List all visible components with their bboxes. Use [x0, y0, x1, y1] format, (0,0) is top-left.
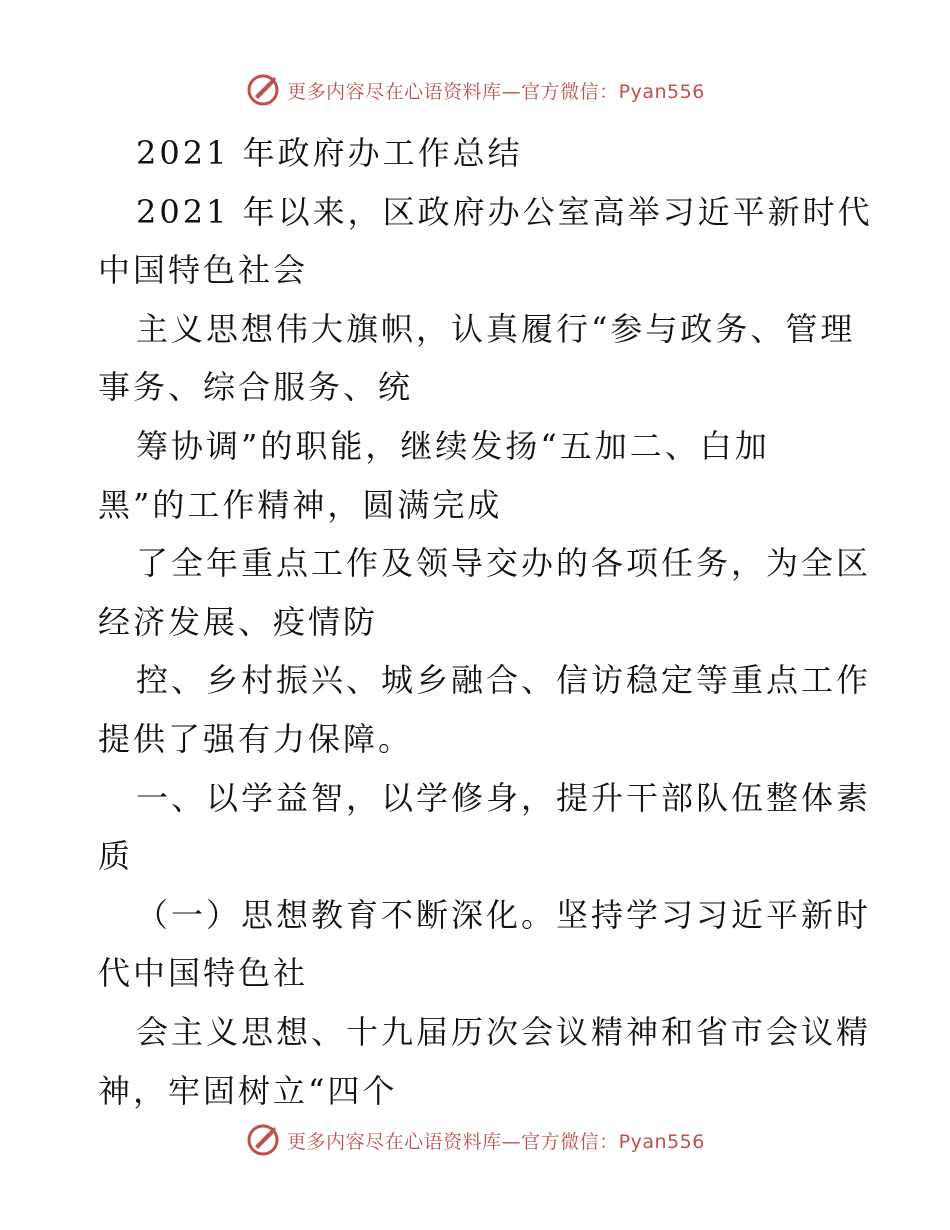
footer-watermark-text: 更多内容尽在心语资料库—官方微信：Pyan556 [287, 1130, 705, 1153]
paragraph-line: 黑”的工作精神，圆满完成 [98, 485, 503, 524]
paragraph-line: 中国特色社会 [98, 251, 309, 290]
paragraph-line: 神，牢固树立“四个 [98, 1071, 398, 1110]
header-watermark-inner [245, 72, 705, 108]
paragraph-line: 主义思想伟大旗帜，认真履行“参与政务、管理 [136, 309, 856, 348]
paragraph-line: 筹协调”的职能，继续发扬“五加二、白加 [136, 426, 770, 465]
paragraph-line: 经济发展、疫情防 [98, 602, 379, 641]
paragraph-line: 提供了强有力保障。 [98, 719, 414, 758]
footer-watermark [0, 1120, 950, 1160]
paragraph-line: 控、乡村振兴、城乡融合、信访稳定等重点工作 [136, 661, 872, 700]
paragraph-line: 2021 年以来，区政府办公室高举习近平新时代 [136, 192, 873, 231]
header-watermark-text: 更多内容尽在心语资料库—官方微信：Pyan556 [287, 80, 705, 103]
paragraph-line: 会主义思想、十九届历次会议精神和省市会议精 [136, 1012, 872, 1051]
paragraph-line: 代中国特色社 [98, 954, 309, 993]
seal-pen-icon [245, 72, 281, 108]
header-watermark [0, 70, 950, 110]
footer-watermark-inner [245, 1122, 705, 1158]
section-heading-cont: 质 [98, 837, 134, 876]
section-heading: 一、以学益智，以学修身，提升干部队伍整体素 [136, 778, 872, 817]
subsection-line: （一）思想教育不断深化。坚持学习习近平新时 [136, 895, 872, 934]
seal-pen-icon [245, 1122, 281, 1158]
paragraph-line: 了全年重点工作及领导交办的各项任务，为全区 [136, 544, 872, 583]
document-body [98, 124, 873, 1120]
paragraph-line: 事务、综合服务、统 [98, 368, 414, 407]
document-title: 2021 年政府办工作总结 [136, 134, 523, 172]
